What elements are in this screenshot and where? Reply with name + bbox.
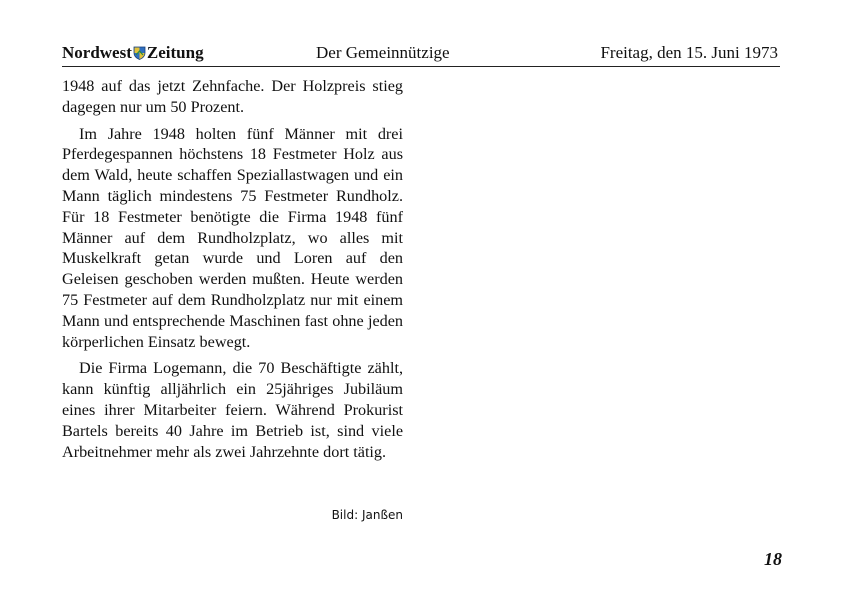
article-column — [62, 76, 403, 468]
masthead-left: Nordwest — [62, 43, 132, 62]
masthead-right: Zeitung — [146, 43, 204, 62]
page-header — [62, 42, 780, 67]
page-number: 18 — [764, 549, 782, 569]
newspaper-masthead — [62, 43, 204, 63]
article-paragraph: Die Firma Logemann, die 70 Beschäftigte zählt, kann künftig alljährlich ein 25jähriges Jubiläum eines ihrer Mitarbeiter feiern. Während Prokurist Bartels bereits 40 Jahre im Betrieb ist, sind viele Arbeitnehmer mehr als zwei Jahrzehnte dort tätig. — [62, 359, 403, 461]
section-title: Der Gemeinnützige — [316, 43, 450, 62]
coat-of-arms-icon — [133, 46, 146, 60]
article-paragraph: Im Jahre 1948 holten fünf Männer mit drei Pferdegespannen höchstens 18 Festmeter Holz aus dem Wald, heute schaffen Speziallastwagen und ein Mann täglich mindestens 75 Festmeter Rundholz. Für 18 Festmeter benötigte die Firma 1948 fünf Männer auf dem Rundholzplatz, wo alles mit Muskelkraft getan wurde und Loren auf den Geleisen geschoben werden mußten. Heute werden 75 Festmeter auf dem Rundholzplatz nur mit einem Mann und entsprechende Maschinen fast ohne jeden körperlichen Einsatz bewegt. — [62, 124, 403, 351]
article-paragraph: 1948 auf das jetzt Zehnfache. Der Holzpreis stieg dagegen nur um 50 Prozent. — [62, 77, 403, 116]
photo-credit: Bild: Janßen — [331, 508, 403, 522]
issue-date: Freitag, den 15. Juni 1973 — [600, 43, 778, 62]
